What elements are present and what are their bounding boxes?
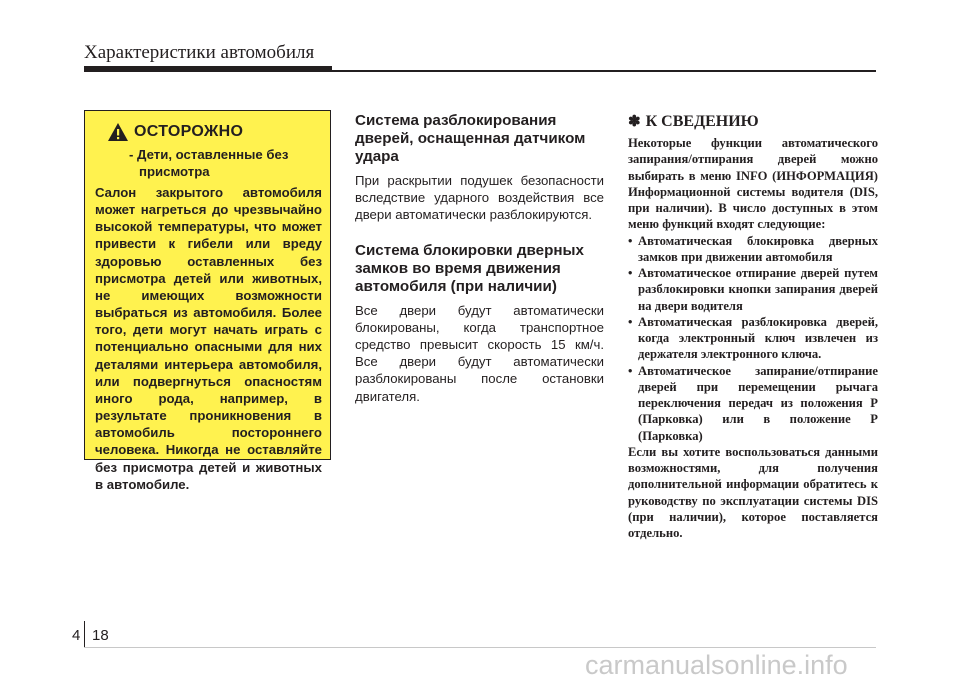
list-item-text: Автоматическая блокировка дверных замков при движении автомобиля: [638, 233, 878, 264]
list-item: [628, 265, 878, 314]
bullet-icon: •: [628, 266, 633, 280]
list-item-text: Автоматическая разблокировка дверей, когда электронный ключ извлечен из держателя электронного ключа.: [638, 314, 878, 362]
list-item-text: Автоматическое запирание/отпирание дверей при перемещении рычага переключения передач из положения P (Парковка) или в положение P (Парковка): [638, 363, 878, 443]
header-rule-thin: [332, 70, 876, 72]
list-item-text: Автоматическое отпирание дверей путем разблокировки кнопки запирания дверей на двери водителя: [638, 266, 878, 313]
info-column: [628, 112, 878, 541]
info-intro: Некоторые функции автоматического запирания/отпирания дверей можно выбирать в меню INFO (ИНФОРМАЦИЯ) Информационной системы водителя (DIS, при наличии). В число доступных в этом меню функций входят следующие:: [628, 136, 878, 232]
watermark: carmanualsonline.info: [585, 650, 848, 680]
warning-header: [107, 121, 322, 143]
section-body-impact-unlock: При раскрытии подушек безопасности вследствие ударного воздействия все двери автоматически разблокируются.: [355, 173, 604, 223]
info-header: [628, 112, 878, 132]
header-rule-thick: [84, 66, 332, 72]
list-item: [628, 233, 878, 266]
warning-title: ОСТОРОЖНО: [134, 123, 244, 140]
info-list: [628, 233, 878, 444]
page-header-title: Характеристики автомобиля: [84, 42, 315, 63]
middle-column: [355, 112, 604, 405]
section-heading-speed-lock: Система блокировки дверных замков во время движения автомобиля (при наличии): [355, 241, 584, 295]
bullet-icon: •: [628, 314, 633, 329]
bullet-icon: •: [628, 363, 633, 378]
section-body-speed-lock: Все двери будут автоматически блокированы, когда транспортное средство превысит скорость 15 км/ч. Все двери будут автоматически разблокированы после остановки двигателя.: [355, 302, 604, 404]
list-item: [628, 314, 878, 363]
section-heading-impact-unlock: Система разблокирования дверей, оснащенная датчиком удара: [355, 112, 586, 165]
footer-rule: [84, 647, 876, 648]
page-number: 18: [92, 627, 109, 644]
warning-body: Салон закрытого автомобиля может нагреться до чрезвычайно высокой температуры, что может привести к гибели или вреду здоровью оставленных без присмотра детей или животных, не имеющих возможности выбраться из автомобиля. Более того, дети могут начать играть с потенциально опасными для них деталями интерьера автомобиля, или подвергнуться опасностям иного рода, например, в результате проникновения в автомобиль постороннего человека. Никогда не оставляйте без присмотра детей и животных в автомобиле.: [95, 185, 322, 492]
asterisk-icon: ✽: [628, 114, 641, 130]
warning-subtitle: - Дети, оставленные без присмотра: [129, 147, 289, 179]
warning-triangle-icon: [107, 122, 129, 142]
bullet-icon: •: [628, 233, 633, 248]
list-item: [628, 363, 878, 444]
info-title: К СВЕДЕНИЮ: [645, 113, 759, 130]
warning-box: [84, 110, 331, 492]
footer-divider: [84, 621, 85, 647]
info-footer-text: Если вы хотите воспользоваться данными возможностями, для получения дополнительной информации обратитесь к руководству по эксплуатации системы DIS (при наличии), которое поставляется отдельно.: [628, 444, 878, 540]
chapter-number: 4: [72, 627, 81, 644]
